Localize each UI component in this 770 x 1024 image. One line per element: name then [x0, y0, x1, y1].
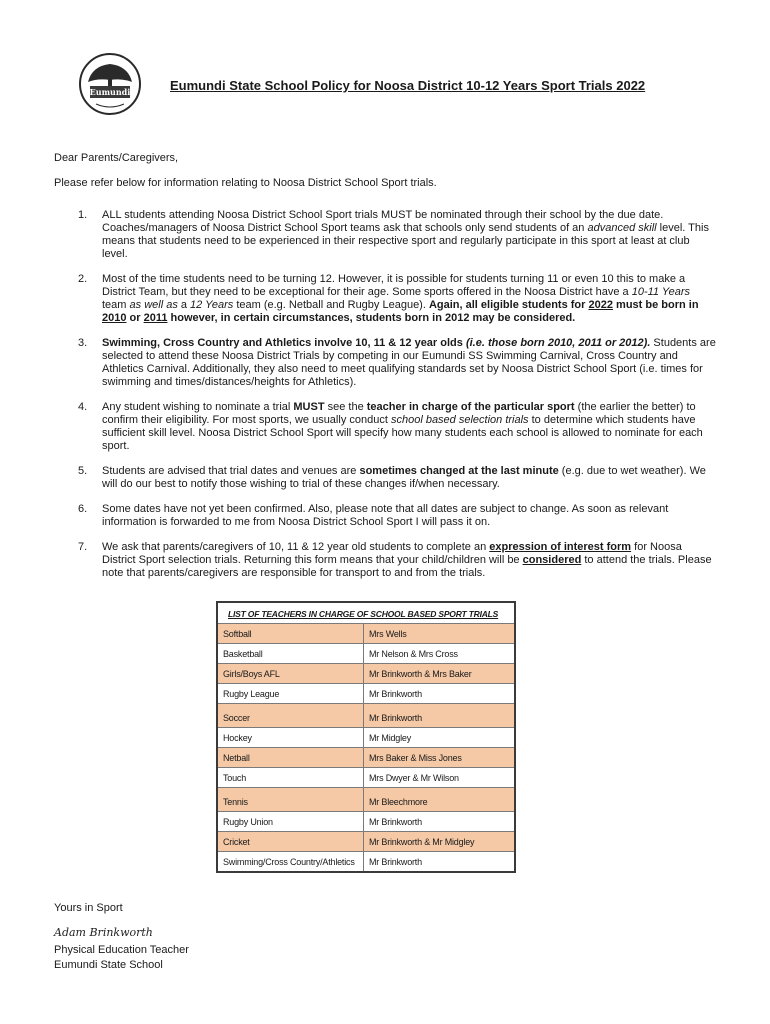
salutation: Dear Parents/Caregivers,	[54, 152, 179, 164]
policy-item: 1. ALL students attending Noosa District School Sport trials MUST be nominated through their school by the due date. Coaches/managers of Noosa District School Sport teams ask that schools only send students of an advanced skill level. This means that students need to be experienced in their respective sport and regularly participate in this sport at least at club level.	[78, 209, 709, 260]
sport-cell: Netball	[217, 748, 364, 768]
table-row	[217, 832, 515, 852]
teacher-cell: Mrs Wells	[364, 624, 516, 644]
teacher-cell: Mr Nelson & Mrs Cross	[364, 644, 516, 664]
table-row	[217, 812, 515, 832]
teacher-cell: Mr Brinkworth	[364, 852, 516, 873]
table-row	[217, 644, 515, 664]
policy-item: 7. We ask that parents/caregivers of 10, 11 & 12 year old students to complete an expression of interest form for Noosa District Sport selection trials. Returning this form means that your child/children will be considered to attend the trials. Please note that parents/caregivers are responsible for transport to and from the trials.	[78, 541, 712, 579]
teacher-cell: Mr Brinkworth & Mr Midgley	[364, 832, 516, 852]
sport-cell: Girls/Boys AFL	[217, 664, 364, 684]
table-row	[217, 664, 515, 684]
signer-role: Physical Education Teacher	[54, 944, 189, 956]
table-row	[217, 704, 515, 728]
sport-cell: Rugby Union	[217, 812, 364, 832]
sport-cell: Rugby League	[217, 684, 364, 704]
table-row	[217, 624, 515, 644]
policy-list	[54, 209, 716, 592]
teacher-cell: Mr Midgley	[364, 728, 516, 748]
teacher-cell: Mrs Dwyer & Mr Wilson	[364, 768, 516, 788]
sport-cell: Touch	[217, 768, 364, 788]
sport-cell: Swimming/Cross Country/Athletics	[217, 852, 364, 873]
teacher-cell: Mr Brinkworth	[364, 684, 516, 704]
sport-cell: Basketball	[217, 644, 364, 664]
policy-item: 6. Some dates have not yet been confirmed. Also, please note that all dates are subject to change. As soon as relevant information is forwarded to me from Noosa District School Sport I will pass it on.	[78, 503, 669, 528]
school-crest-icon	[78, 52, 142, 116]
table-heading: LIST OF TEACHERS IN CHARGE OF SCHOOL BASED SPORT TRIALS	[217, 602, 515, 624]
table-row	[217, 788, 515, 812]
sport-cell: Softball	[217, 624, 364, 644]
teacher-cell: Mr Brinkworth	[364, 704, 516, 728]
table-row	[217, 684, 515, 704]
school-logo	[78, 52, 142, 116]
signature: Adam Brinkworth	[54, 926, 153, 939]
table-row	[217, 768, 515, 788]
table-row	[217, 728, 515, 748]
sport-cell: Hockey	[217, 728, 364, 748]
signer-school: Eumundi State School	[54, 959, 163, 971]
teachers-table	[216, 601, 516, 873]
policy-item: 2. Most of the time students need to be turning 12. However, it is possible for students turning 11 or even 10 this to make a District Team, but they need to be exceptional for their age. Some sports offered in the Noosa District have a 10-11 Years team as well as a 12 Years team (e.g. Netball and Rugby League). Again, all eligible students for 2022 must be born in 2010 or 2011 however, in certain circumstances, students born in 2012 may be considered.	[78, 273, 699, 324]
svg-text:Eumundi: Eumundi	[89, 87, 131, 97]
closing-text: Yours in Sport	[54, 902, 123, 914]
sport-cell: Soccer	[217, 704, 364, 728]
table-row	[217, 748, 515, 768]
sport-cell: Cricket	[217, 832, 364, 852]
teacher-cell: Mr Bleechmore	[364, 788, 516, 812]
policy-item: 3. Swimming, Cross Country and Athletics involve 10, 11 & 12 year olds (i.e. those born 2010, 2011 or 2012). Students are selected to attend these Noosa District Trials by competing in our Eumundi SS Swimming Carnival, Cross Country and Athletics Carnival. Additionally, they also need to meet qualifying standards set by Noosa District School Sport (i.e. times for swimming and times/distances/heights for Athletics).	[78, 337, 716, 388]
teacher-cell: Mrs Baker & Miss Jones	[364, 748, 516, 768]
teacher-cell: Mr Brinkworth	[364, 812, 516, 832]
page-title: Eumundi State School Policy for Noosa District 10-12 Years Sport Trials 2022	[170, 78, 646, 93]
policy-item: 4. Any student wishing to nominate a trial MUST see the teacher in charge of the particular sport (the earlier the better) to confirm their eligibility. For most sports, we usually conduct school based selection trials to determine which students have sufficient skill level. Noosa District School Sport will specify how many students each school is allowed to nominate for each sport.	[78, 401, 703, 452]
policy-item: 5. Students are advised that trial dates and venues are sometimes changed at the last minute (e.g. due to wet weather). We will do our best to notify those wishing to trial of these changes if/when necessary.	[78, 465, 706, 490]
intro-text: Please refer below for information relating to Noosa District School Sport trials.	[54, 177, 437, 189]
table-row	[217, 852, 515, 873]
teacher-cell: Mr Brinkworth & Mrs Baker	[364, 664, 516, 684]
sport-cell: Tennis	[217, 788, 364, 812]
